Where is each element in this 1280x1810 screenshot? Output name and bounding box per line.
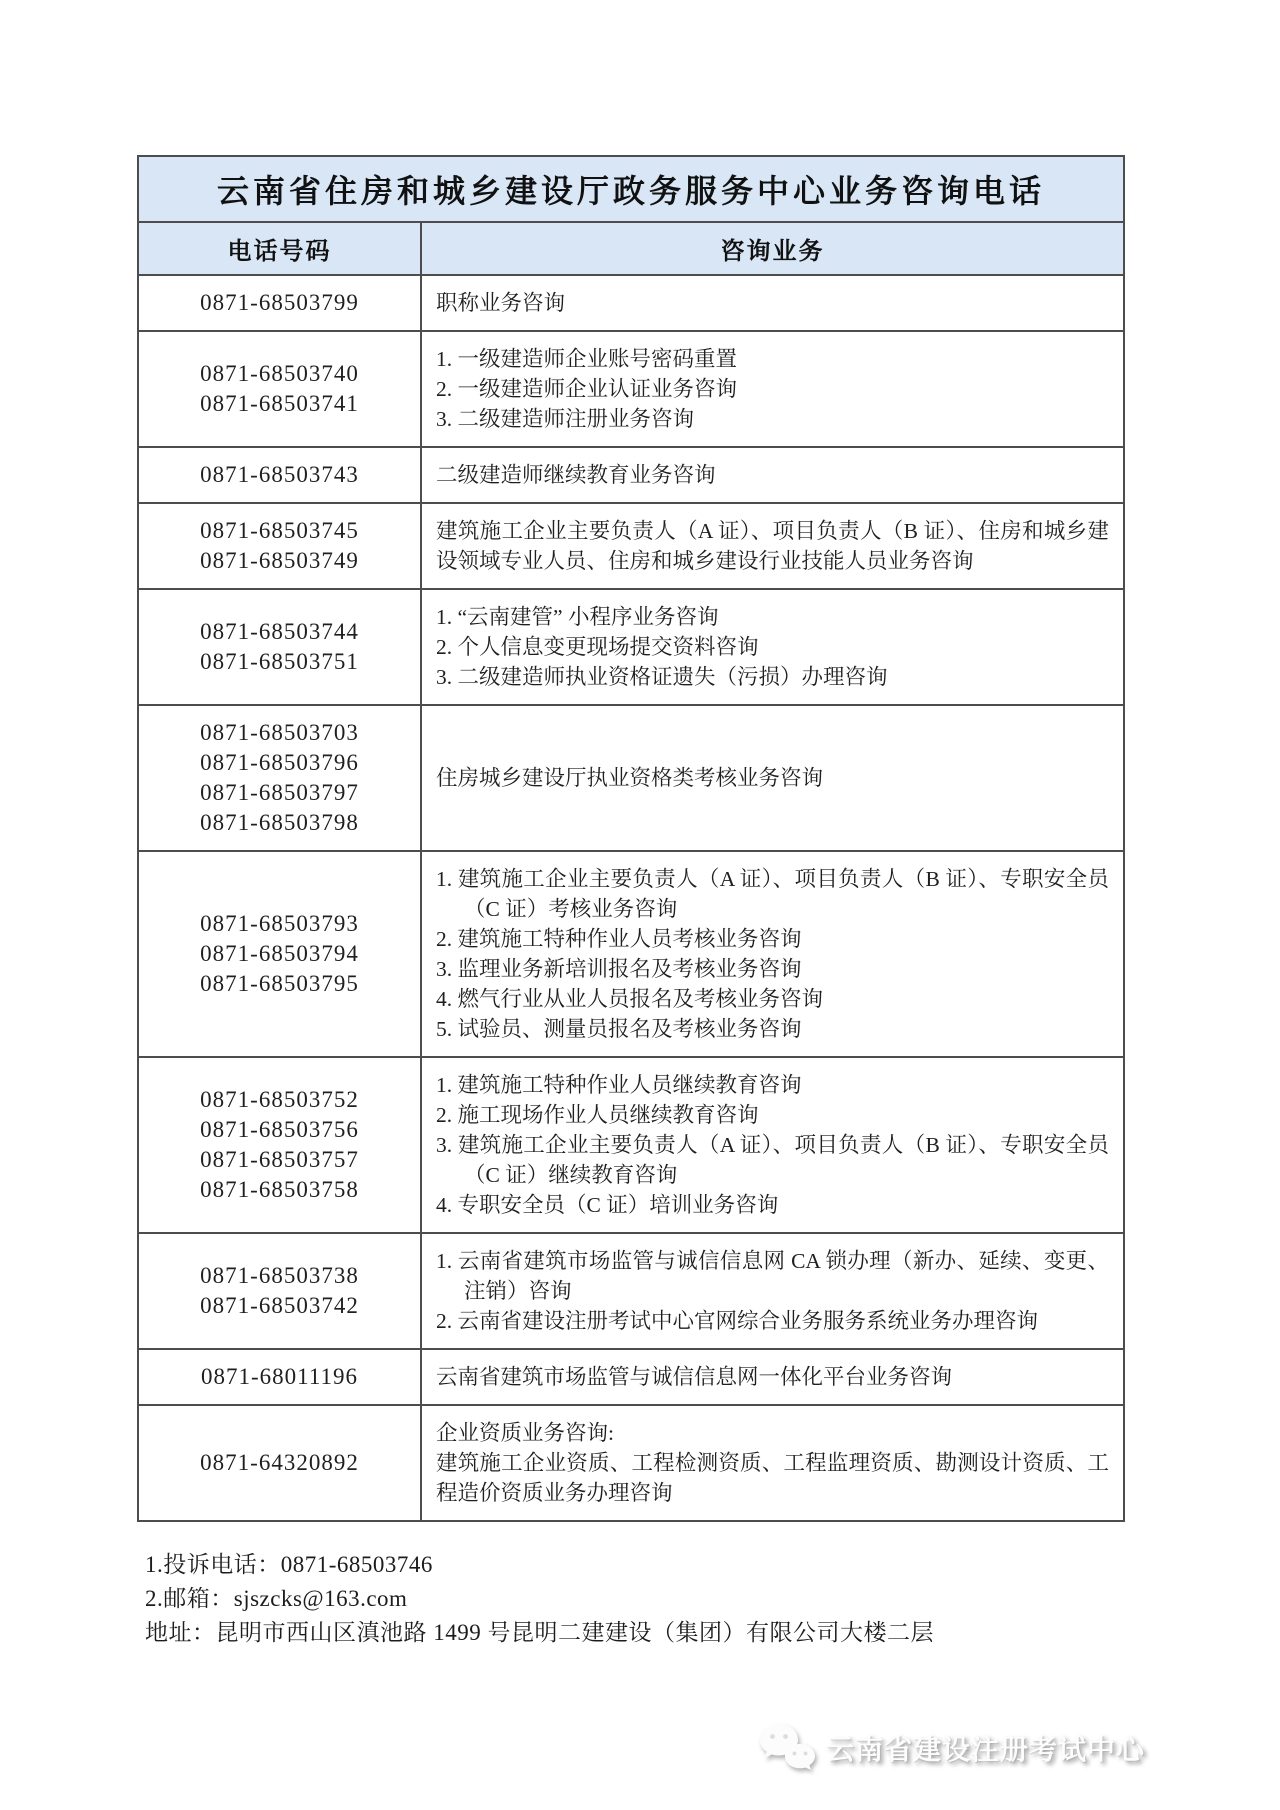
phone-number: 0871-68503742 [200,1293,359,1318]
service-item: 2. 云南省建设注册考试中心官网综合业务服务系统业务办理咨询 [436,1309,1039,1333]
phone-cell [138,851,421,1057]
service-cell [421,589,1124,705]
phone-number: 0871-68503741 [200,391,359,416]
service-item: 1. 建筑施工企业主要负责人（A 证）、项目负责人（B 证）、专职安全员（C 证）考核业务咨询 [436,867,1110,921]
table-title-row [138,156,1124,222]
phone-number: 0871-68503751 [200,649,359,674]
service-cell [421,851,1124,1057]
phone-cell [138,503,421,589]
table-row [138,447,1124,503]
phone-number: 0871-68503799 [200,290,359,315]
table-row [138,503,1124,589]
service-item: 1. 一级建造师企业账号密码重置 [436,347,738,371]
service-item: 3. 建筑施工企业主要负责人（A 证）、项目负责人（B 证）、专职安全员（C 证）继续教育咨询 [436,1133,1110,1187]
watermark [758,1722,1145,1774]
service-item: 职称业务咨询 [436,291,566,315]
phone-number: 0871-68503793 [200,911,359,936]
service-item: 2. 一级建造师企业认证业务咨询 [436,377,738,401]
phone-number: 0871-68011196 [201,1364,358,1389]
service-item: 二级建造师继续教育业务咨询 [436,463,716,487]
complaint-phone-line: 1.投诉电话：0871-68503746 [145,1552,433,1577]
column-header-phone: 电话号码 [138,222,421,275]
service-item: 1. 建筑施工特种作业人员继续教育咨询 [436,1073,802,1097]
table-row [138,331,1124,447]
watermark-text: 云南省建设注册考试中心 [826,1735,1146,1766]
service-item: 3. 监理业务新培训报名及考核业务咨询 [436,957,802,981]
phone-number: 0871-68503796 [200,750,359,775]
table-title: 云南省住房和城乡建设厅政务服务中心业务咨询电话 [138,156,1124,222]
table-header-row [138,222,1124,275]
service-cell [421,503,1124,589]
service-item: 2. 施工现场作业人员继续教育咨询 [436,1103,759,1127]
phone-cell [138,1233,421,1349]
phone-number: 0871-68503795 [200,971,359,996]
phone-cell [138,1057,421,1233]
phone-number: 0871-68503758 [200,1177,359,1202]
table-row [138,705,1124,851]
service-item: 住房城乡建设厅执业资格类考核业务咨询 [436,766,824,790]
service-item: 建筑施工企业主要负责人（A 证）、项目负责人（B 证）、住房和城乡建设领域专业人员、住房和城乡建设行业技能人员业务咨询 [436,519,1110,573]
phone-number: 0871-68503797 [200,780,359,805]
service-cell [421,1233,1124,1349]
footer-notes [145,1548,934,1650]
phone-cell [138,1405,421,1521]
service-item: 1. “云南建管” 小程序业务咨询 [436,605,719,629]
service-item: 4. 专职安全员（C 证）培训业务咨询 [436,1193,779,1217]
phone-number: 0871-68503738 [200,1263,359,1288]
phone-cell [138,589,421,705]
table-row [138,1405,1124,1521]
service-cell [421,705,1124,851]
wechat-icon [758,1722,816,1774]
consultation-phone-table [137,155,1125,1522]
service-cell [421,275,1124,331]
phone-number: 0871-68503744 [200,619,359,644]
service-item: 2. 建筑施工特种作业人员考核业务咨询 [436,927,802,951]
phone-number: 0871-68503749 [200,548,359,573]
table-row [138,589,1124,705]
column-header-service: 咨询业务 [421,222,1124,275]
service-cell [421,331,1124,447]
table-body [138,156,1124,1521]
service-cell [421,447,1124,503]
phone-cell [138,331,421,447]
phone-number: 0871-68503740 [200,361,359,386]
phone-number: 0871-68503752 [200,1087,359,1112]
service-item: 云南省建筑市场监管与诚信信息网一体化平台业务咨询 [436,1365,953,1389]
phone-number: 0871-68503794 [200,941,359,966]
phone-number: 0871-68503745 [200,518,359,543]
service-cell [421,1057,1124,1233]
service-item: 企业资质业务咨询: [436,1421,614,1445]
phone-number: 0871-68503757 [200,1147,359,1172]
table-row [138,275,1124,331]
service-item: 5. 试验员、测量员报名及考核业务咨询 [436,1017,802,1041]
phone-number: 0871-68503756 [200,1117,359,1142]
table-row [138,1233,1124,1349]
service-item: 4. 燃气行业从业人员报名及考核业务咨询 [436,987,824,1011]
service-item: 1. 云南省建筑市场监管与诚信信息网 CA 锁办理（新办、延续、变更、注销）咨询 [436,1249,1110,1303]
phone-cell [138,705,421,851]
service-cell [421,1349,1124,1405]
table-row [138,1349,1124,1405]
service-item: 2. 个人信息变更现场提交资料咨询 [436,635,759,659]
phone-cell [138,1349,421,1405]
service-cell [421,1405,1124,1521]
address-line: 地址：昆明市西山区滇池路 1499 号昆明二建建设（集团）有限公司大楼二层 [145,1620,934,1645]
service-item: 3. 二级建造师注册业务咨询 [436,407,695,431]
service-item: 3. 二级建造师执业资格证遗失（污损）办理咨询 [436,665,888,689]
phone-cell [138,447,421,503]
table-row [138,851,1124,1057]
phone-number: 0871-68503703 [200,720,359,745]
email-line: 2.邮箱：sjszcks@163.com [145,1586,408,1611]
phone-number: 0871-68503798 [200,810,359,835]
table-row [138,1057,1124,1233]
phone-cell [138,275,421,331]
phone-number: 0871-64320892 [200,1450,359,1475]
phone-number: 0871-68503743 [200,462,359,487]
service-item: 建筑施工企业资质、工程检测资质、工程监理资质、勘测设计资质、工程造价资质业务办理咨询 [436,1451,1110,1505]
